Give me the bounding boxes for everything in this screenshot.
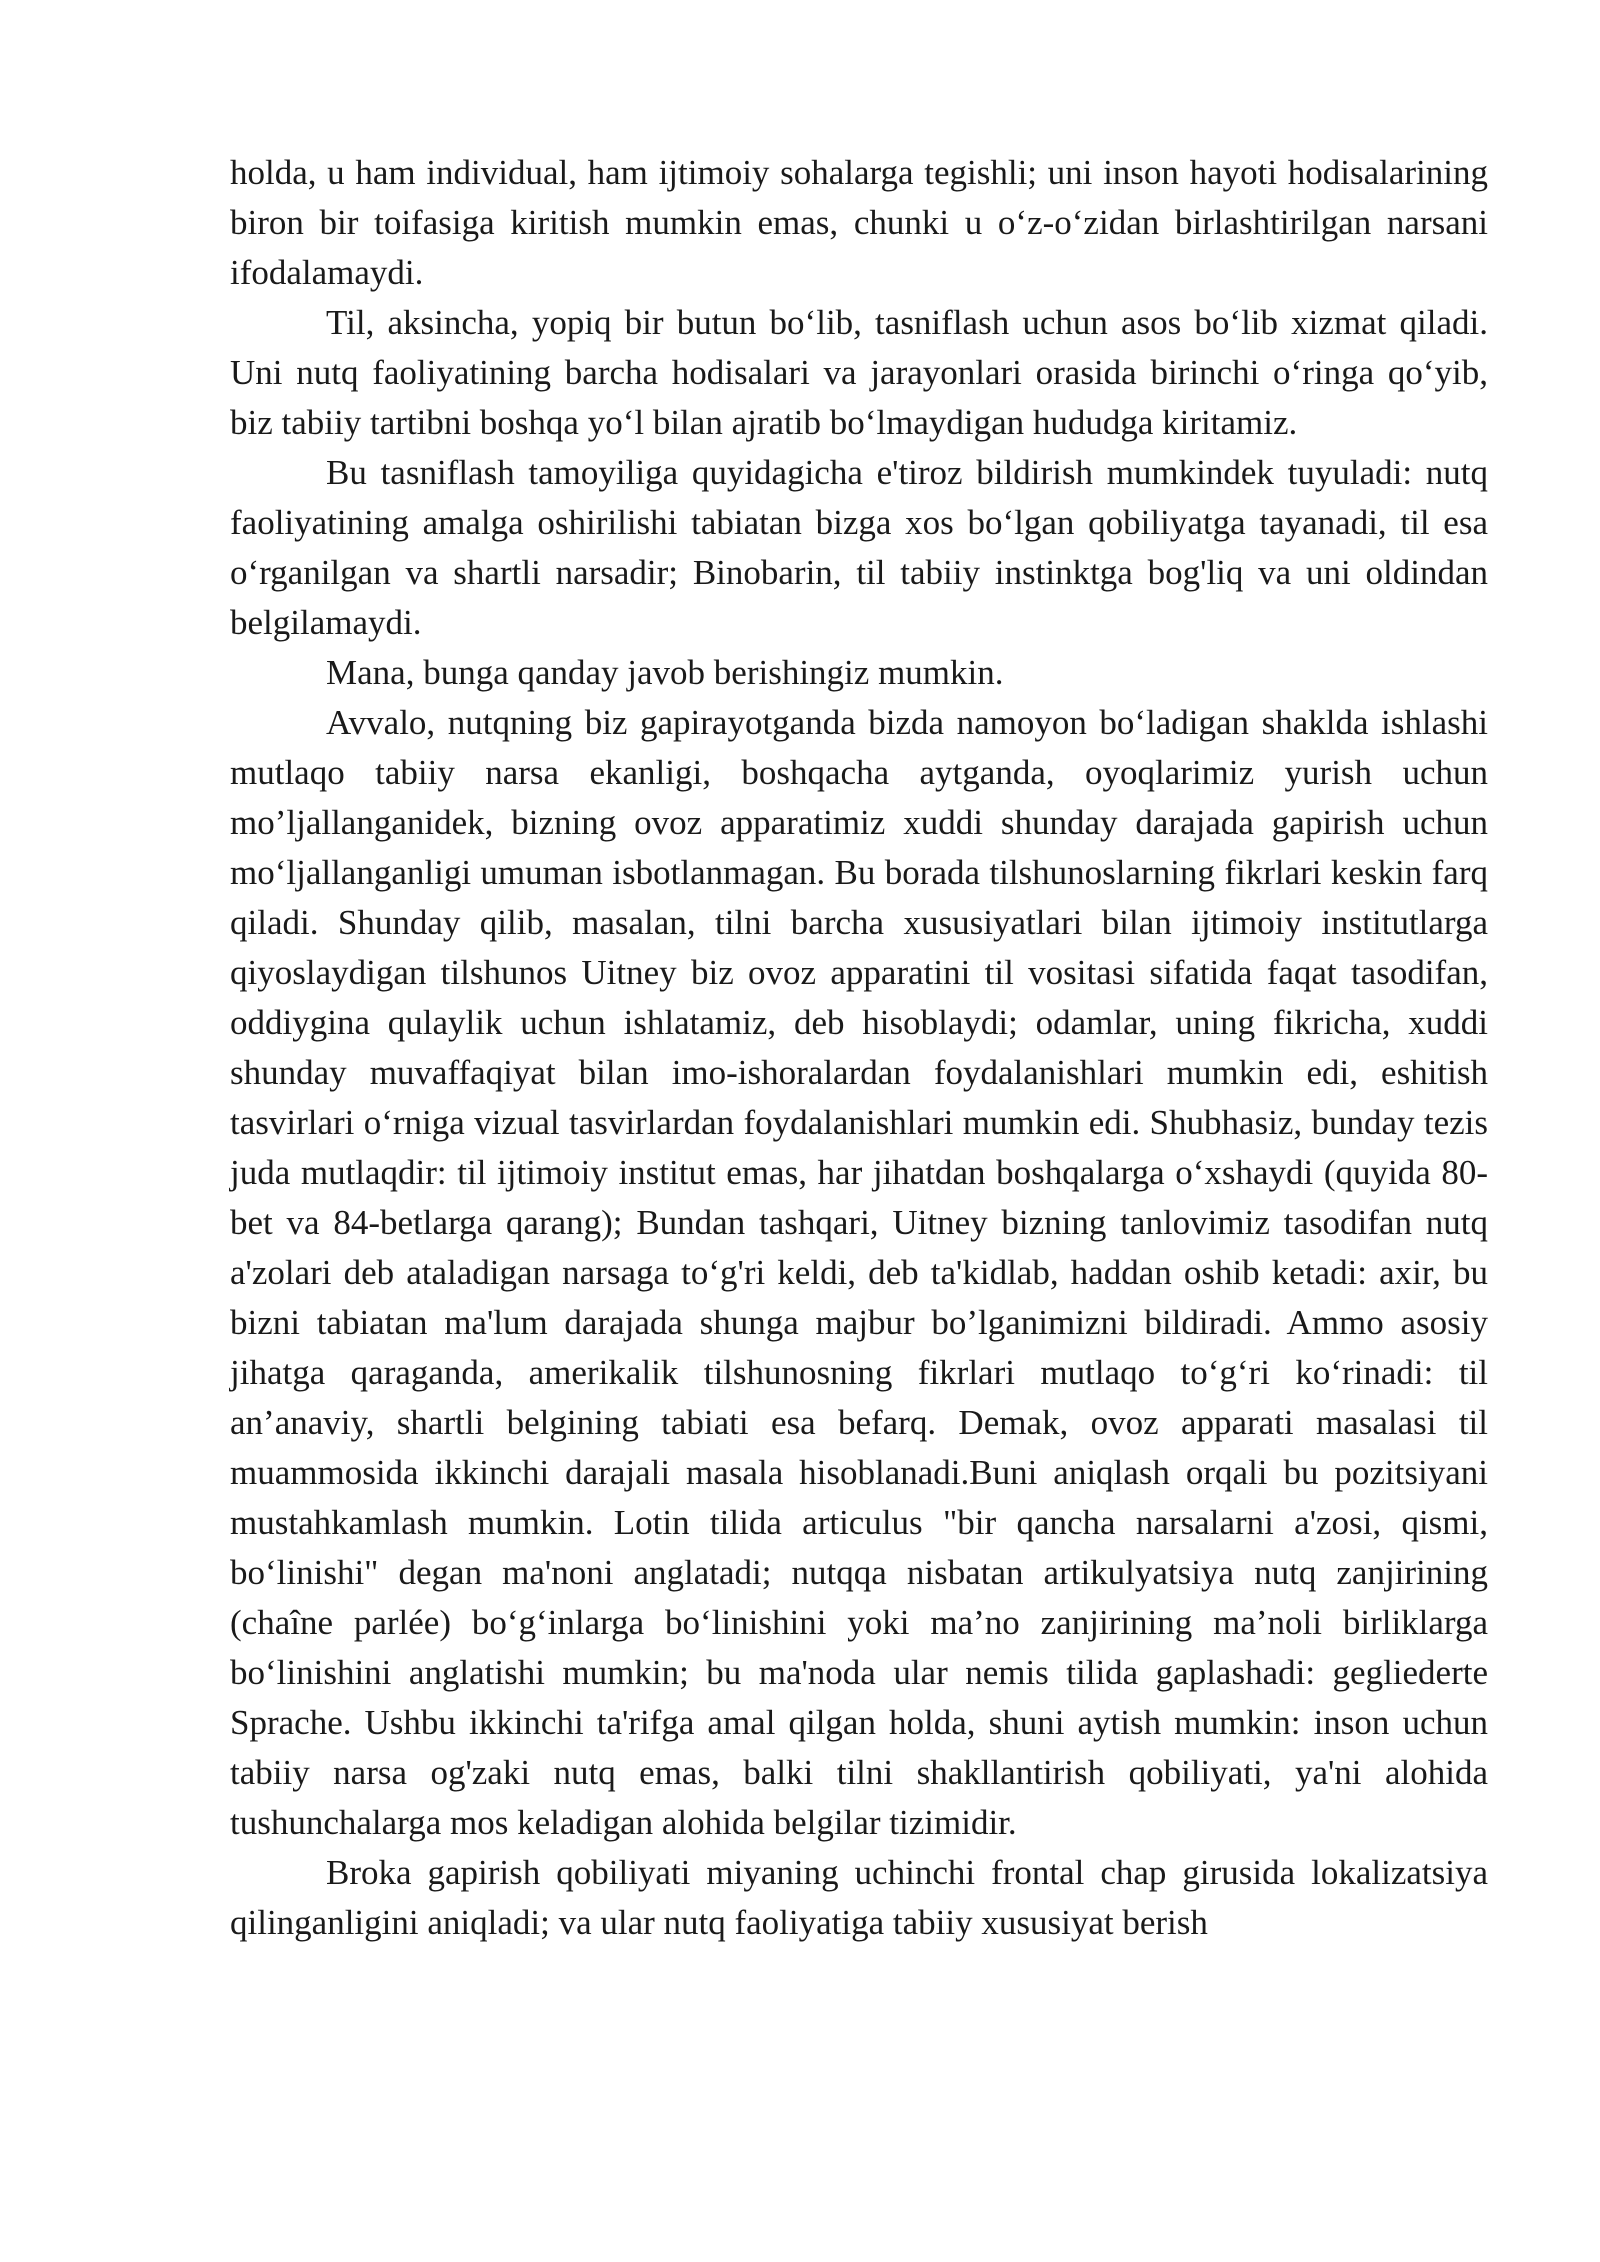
paragraph: Til, aksincha, yopiq bir butun bo‘lib, tasniflash uchun asos bo‘lib xizmat qiladi. Uni nutq faoliyatining barcha hodisalari va jarayonlari orasida birinchi o‘ringa qo‘yib, biz tabiiy tartibni boshqa yo‘l bilan ajratib bo‘lmaydigan hududga kiritamiz. (230, 303, 1488, 442)
document-page (230, 148, 1488, 1948)
paragraph: Broka gapirish qobiliyati miyaning uchinchi frontal chap girusida lokalizatsiya qilinganligini aniqladi; va ular nutq faoliyatiga tabiiy xususiyat berish (230, 1853, 1488, 1942)
paragraph: Bu tasniflash tamoyiliga quyidagicha e'tiroz bildirish mumkindek tuyuladi: nutq faoliyatining amalga oshirilishi tabiatan bizga xos bo‘lgan qobiliyatga tayanadi, til esa o‘rganilgan va shartli narsadir; Binobarin, til tabiiy instinktga bog'liq va uni oldindan belgilamaydi. (230, 453, 1488, 642)
paragraph: holda, u ham individual, ham ijtimoiy sohalarga tegishli; uni inson hayoti hodisalarining biron bir toifasiga kiritish mumkin emas, chunki u o‘z-o‘zidan birlashtirilgan narsani ifodalamaydi. (230, 153, 1488, 292)
paragraph: Mana, bunga qanday javob berishingiz mumkin. (326, 653, 1004, 692)
paragraph: Avvalo, nutqning biz gapirayotganda bizda namoyon bo‘ladigan shaklda ishlashi mutlaqo tabiiy narsa ekanligi, boshqacha aytganda, oyoqlarimiz yurish uchun mo’ljallanganidek, bizning ovoz apparatimiz xuddi shunday darajada gapirish uchun mo‘ljallanganligi umuman isbotlanmagan. Bu borada tilshunoslarning fikrlari keskin farq qiladi. Shunday qilib, masalan, tilni barcha xususiyatlari bilan ijtimoiy institutlarga qiyoslaydigan tilshunos Uitney biz ovoz apparatini til vositasi sifatida faqat tasodifan, oddiygina qulaylik uchun ishlatamiz, deb hisoblaydi; odamlar, uning fikricha, xuddi shunday muvaffaqiyat bilan imo-ishoralardan foydalanishlari mumkin edi, eshitish tasvirlari o‘rniga vizual tasvirlardan foydalanishlari mumkin edi. Shubhasiz, bunday tezis juda mutlaqdir: til ijtimoiy institut emas, har jihatdan boshqalarga o‘xshaydi (quyida 80-bet va 84-betlarga qarang); Bundan tashqari, Uitney bizning tanlovimiz tasodifan nutq a'zolari deb ataladigan narsaga to‘g'ri keldi, deb ta'kidlab, haddan oshib ketadi: axir, bu bizni tabiatan ma'lum darajada shunga majbur bo’lganimizni bildiradi. Ammo asosiy jihatga qaraganda, amerikalik tilshunosning fikrlari mutlaqo to‘g‘ri ko‘rinadi: til an’anaviy, shartli belgining tabiati esa befarq. Demak, ovoz apparati masalasi til muammosida ikkinchi darajali masala hisoblanadi.Buni aniqlash orqali bu pozitsiyani mustahkamlash mumkin. Lotin tilida articulus "bir qancha narsalarni a'zosi, qismi, bo‘linishi" degan ma'noni anglatadi; nutqqa nisbatan artikulyatsiya nutq zanjirining (chaîne parlée) bo‘g‘inlarga bo‘linishini yoki ma’no zanjirining ma’noli birliklarga bo‘linishini anglatishi mumkin; bu ma'noda ular nemis tilida gaplashadi: gegliederte Sprache. Ushbu ikkinchi ta'rifga amal qilgan holda, shuni aytish mumkin: inson uchun tabiiy narsa og'zaki nutq emas, balki tilni shakllantirish qobiliyati, ya'ni alohida tushunchalarga mos keladigan alohida belgilar tizimidir. (230, 703, 1488, 1842)
